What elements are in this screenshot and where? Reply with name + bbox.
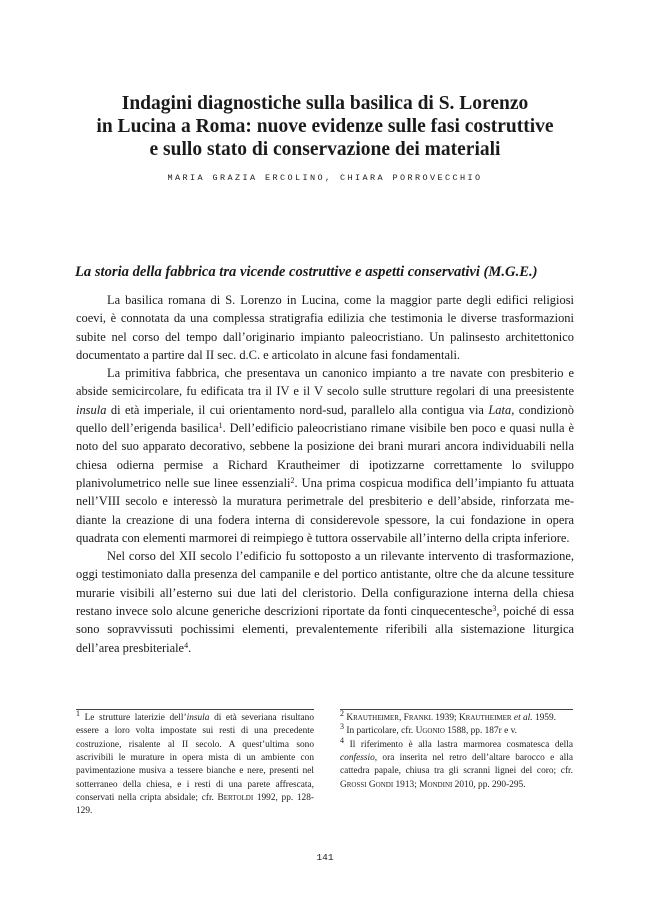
citation-author: Krautheimer, Frankl [346, 713, 433, 723]
page-number: 141 [316, 852, 334, 863]
paragraph-1: La basilica romana di S. Lorenzo in Lucina, come la maggior parte degli edifici religiosi coevi, è connotata da una complessa stratigrafia edilizia che testimonia le diverse trasformazioni subite nel corso del tempo dall’originario impianto paleocristiano. Un palinsesto architettonico documentato a partire dal II sec. d.C. e articolato in alcune fasi fondamentali. [76, 293, 574, 362]
paragraph-2: La primitiva fabbrica, che presentava un canonico impianto a tre navate con presbiterio e abside semicircolare, fu edificata tra il IV e il V secolo sulle strutture regolari di una preesistente insula di età imperiale, il cui orientamento nord-sud, parallelo alla contigua via Lata, condizionò quello dell’erigenda basilica$^1$. Dell’edificio paleocristiano rimane visibile ben poco e quasi nulla è noto del suo apparato decorativo, sebbene la posizione dei brani murari ancora individuabili nella chiesa odierna permise a Richard Krautheimer di ipotizzarne correttamente lo sviluppo planivolumetrico nelle sue linee essenziali$^2$. Una prima cospicua modifica dell’impianto fu attuata nell’VIII secolo e interessò la muratura perimetrale del presbiterio e dell’abside, rinforzata mediante la creazione di una fodera interna di considerevole spessore, la cui fondazione in opera quadrata con elementi marmorei di reimpiego è tuttora osservabile all’interno della cripta inferiore. [76, 366, 574, 545]
paragraph-3: Nel corso del XII secolo l’edificio fu sottoposto a un rilevante intervento di trasformazione, oggi testimoniato dalla presenza del campanile e del portico antistante, oltre che da alcune tessiture murarie visibili all’esterno sui due lati del cleristorio. Della configurazione interna della chiesa restano invece solo alcune generiche descrizioni riportate da fonti cinquecentesche$^3$, poiché di essa sono sopravvissuti pochissimi elementi, prevalentemente riferibili alla sistemazione liturgica dell’area presbiteriale$^4$. [76, 549, 574, 655]
footnote-4: $^4$ Il riferimento è alla lastra marmorea cosmatesca della confessio, ora inserita nel retro dell’altare barocco e alla cattedra papale, chiusa tra gli scranni lignei del coro; cfr. Grossi Gondi 1913; Mondini 2010, pp. 290-295. [340, 735, 573, 790]
title-line-3: e sullo stato di conservazione dei materiali [149, 139, 501, 160]
article-authors: MARIA GRAZIA ERCOLINO, CHIARA PORROVECCHIO [167, 173, 483, 183]
footnotes-left-column [76, 709, 315, 819]
footnotes-right-column [340, 709, 573, 792]
footnote-ref-4[interactable]: 4 [184, 640, 189, 650]
citation-author: Bertoldi [217, 793, 254, 804]
article-title [60, 92, 590, 161]
footnote-ref-3[interactable]: 3 [492, 604, 497, 614]
section-heading: La storia della fabbrica tra vicende costruttive e aspetti conservativi (M.G.E.) [75, 264, 538, 280]
title-line-1: Indagini diagnostiche sulla basilica di S. Lorenzo [121, 93, 529, 114]
citation-author: Ugonio [415, 726, 445, 737]
footnote-divider-right [340, 709, 573, 710]
article-body [76, 291, 574, 657]
footnote-ref-2[interactable]: 2 [290, 475, 295, 485]
title-line-2: in Lucina a Roma: nuove evidenze sulle fasi costruttive [96, 116, 554, 137]
citation-author: Grossi Gondi [340, 779, 394, 790]
footnote-3: $^3$ In particolare, cfr. Ugonio 1588, pp. 187r e v. [340, 722, 517, 737]
footnote-ref-1[interactable]: 1 [218, 421, 223, 431]
footnote-2: $^2$ Krautheimer, Frankl 1939; Krautheimer et al. 1959. [340, 709, 556, 723]
footnote-divider-left [76, 709, 314, 710]
italic-term: Lata [488, 402, 512, 417]
footnote-1: $^1$ Le strutture laterizie dell’insula di età severiana risultano essere a loro volta impostate sui resti di una precedente costruzione, risalente al II secolo. A quest’ultima sono ascrivibili le murature in opera mista di un ambiente con pavimentazione musiva a tessere bianche e nere, presenti nel sotterraneo della chiesa, e i resti di una parete affrescata, conservati nella cripta absidale; cfr. Bertoldi 1992, pp. 128-129. [76, 709, 315, 817]
citation-author: Krautheimer [458, 713, 512, 723]
citation-author: Mondini [419, 779, 453, 790]
italic-term: insula [76, 402, 107, 417]
